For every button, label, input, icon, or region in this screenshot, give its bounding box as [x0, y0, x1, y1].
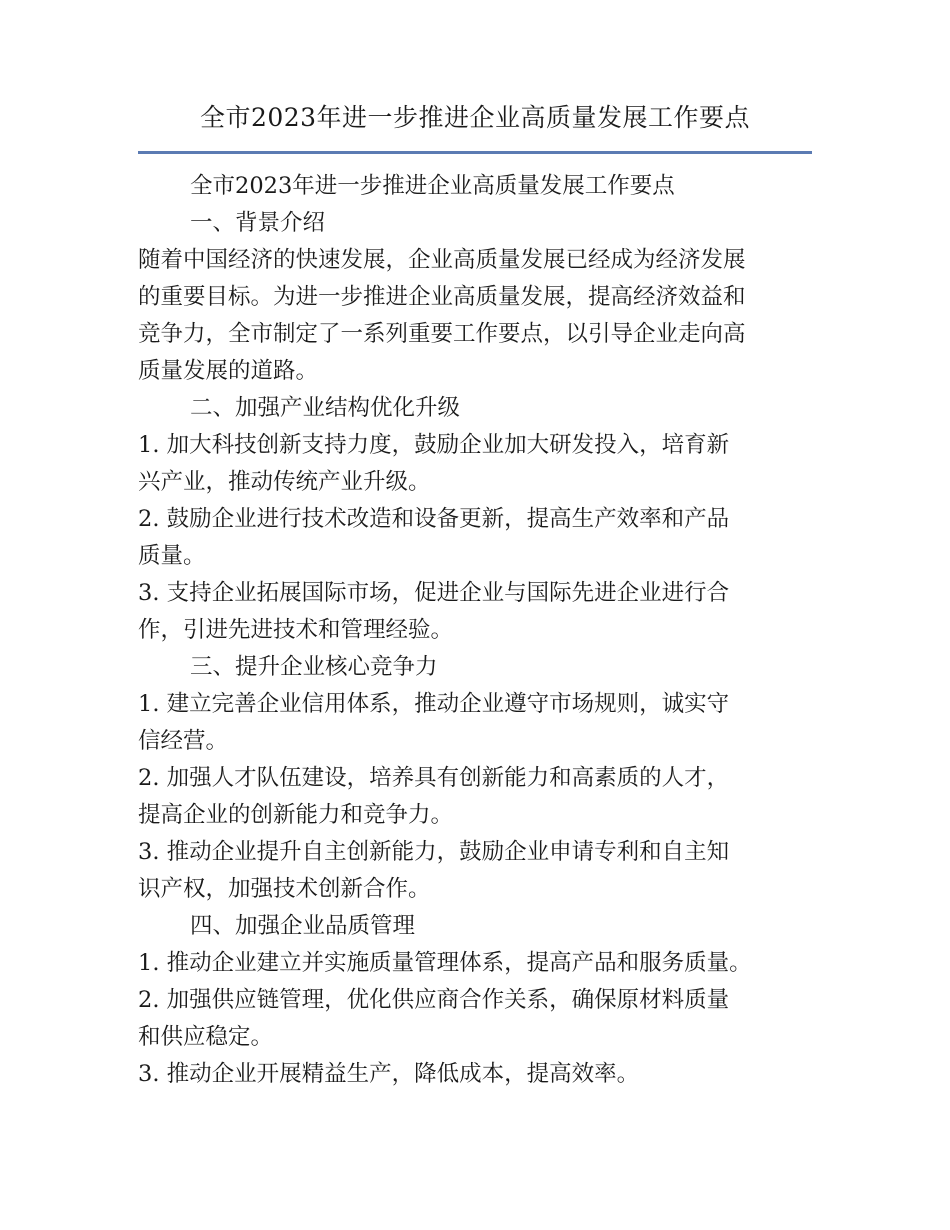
body-text-line: 2. 加强人才队伍建设，培养具有创新能力和高素质的人才， [138, 765, 730, 791]
body-text-line: 1. 推动企业建立并实施质量管理体系，提高产品和服务质量。 [138, 950, 752, 976]
body-text-line: 3. 推动企业开展精益生产，降低成本，提高效率。 [138, 1061, 640, 1087]
body-text-line: 2. 鼓励企业进行技术改造和设备更新，提高生产效率和产品 [138, 506, 730, 532]
body-text-line: 兴产业，推动传统产业升级。 [138, 469, 431, 495]
body-text-line: 竞争力，全市制定了一系列重要工作要点，以引导企业走向高 [138, 321, 746, 347]
body-text-line: 质量发展的道路。 [138, 358, 319, 384]
body-text-line: 质量。 [138, 543, 206, 569]
section-heading-line: 全市2023年进一步推进企业高质量发展工作要点 [190, 173, 675, 199]
page-header-title: 全市2023年进一步推进企业高质量发展工作要点 [199, 103, 751, 132]
body-text-line: 提高企业的创新能力和竞争力。 [138, 802, 454, 828]
body-text-line: 作，引进先进技术和管理经验。 [138, 617, 454, 643]
body-text-line: 的重要目标。为进一步推进企业高质量发展，提高经济效益和 [138, 284, 746, 310]
header-divider [138, 151, 812, 154]
body-text-line: 3. 支持企业拓展国际市场，促进企业与国际先进企业进行合 [138, 580, 730, 606]
body-text-line: 1. 建立完善企业信用体系，推动企业遵守市场规则，诚实守 [138, 691, 730, 717]
body-text-line: 2. 加强供应链管理，优化供应商合作关系，确保原材料质量 [138, 987, 730, 1013]
body-text-line: 1. 加大科技创新支持力度，鼓励企业加大研发投入，培育新 [138, 432, 730, 458]
document-body [138, 168, 838, 1093]
section-heading-line: 一、背景介绍 [190, 210, 326, 236]
body-text-line: 3. 推动企业提升自主创新能力，鼓励企业申请专利和自主知 [138, 839, 730, 865]
body-text-line: 信经营。 [138, 728, 229, 754]
body-text-line: 随着中国经济的快速发展，企业高质量发展已经成为经济发展 [138, 247, 746, 273]
section-heading-line: 三、提升企业核心竞争力 [190, 654, 438, 680]
body-text-line: 和供应稳定。 [138, 1024, 274, 1050]
body-text-line: 识产权，加强技术创新合作。 [138, 876, 431, 902]
section-heading-line: 二、加强产业结构优化升级 [190, 395, 461, 421]
section-heading-line: 四、加强企业品质管理 [190, 913, 416, 939]
